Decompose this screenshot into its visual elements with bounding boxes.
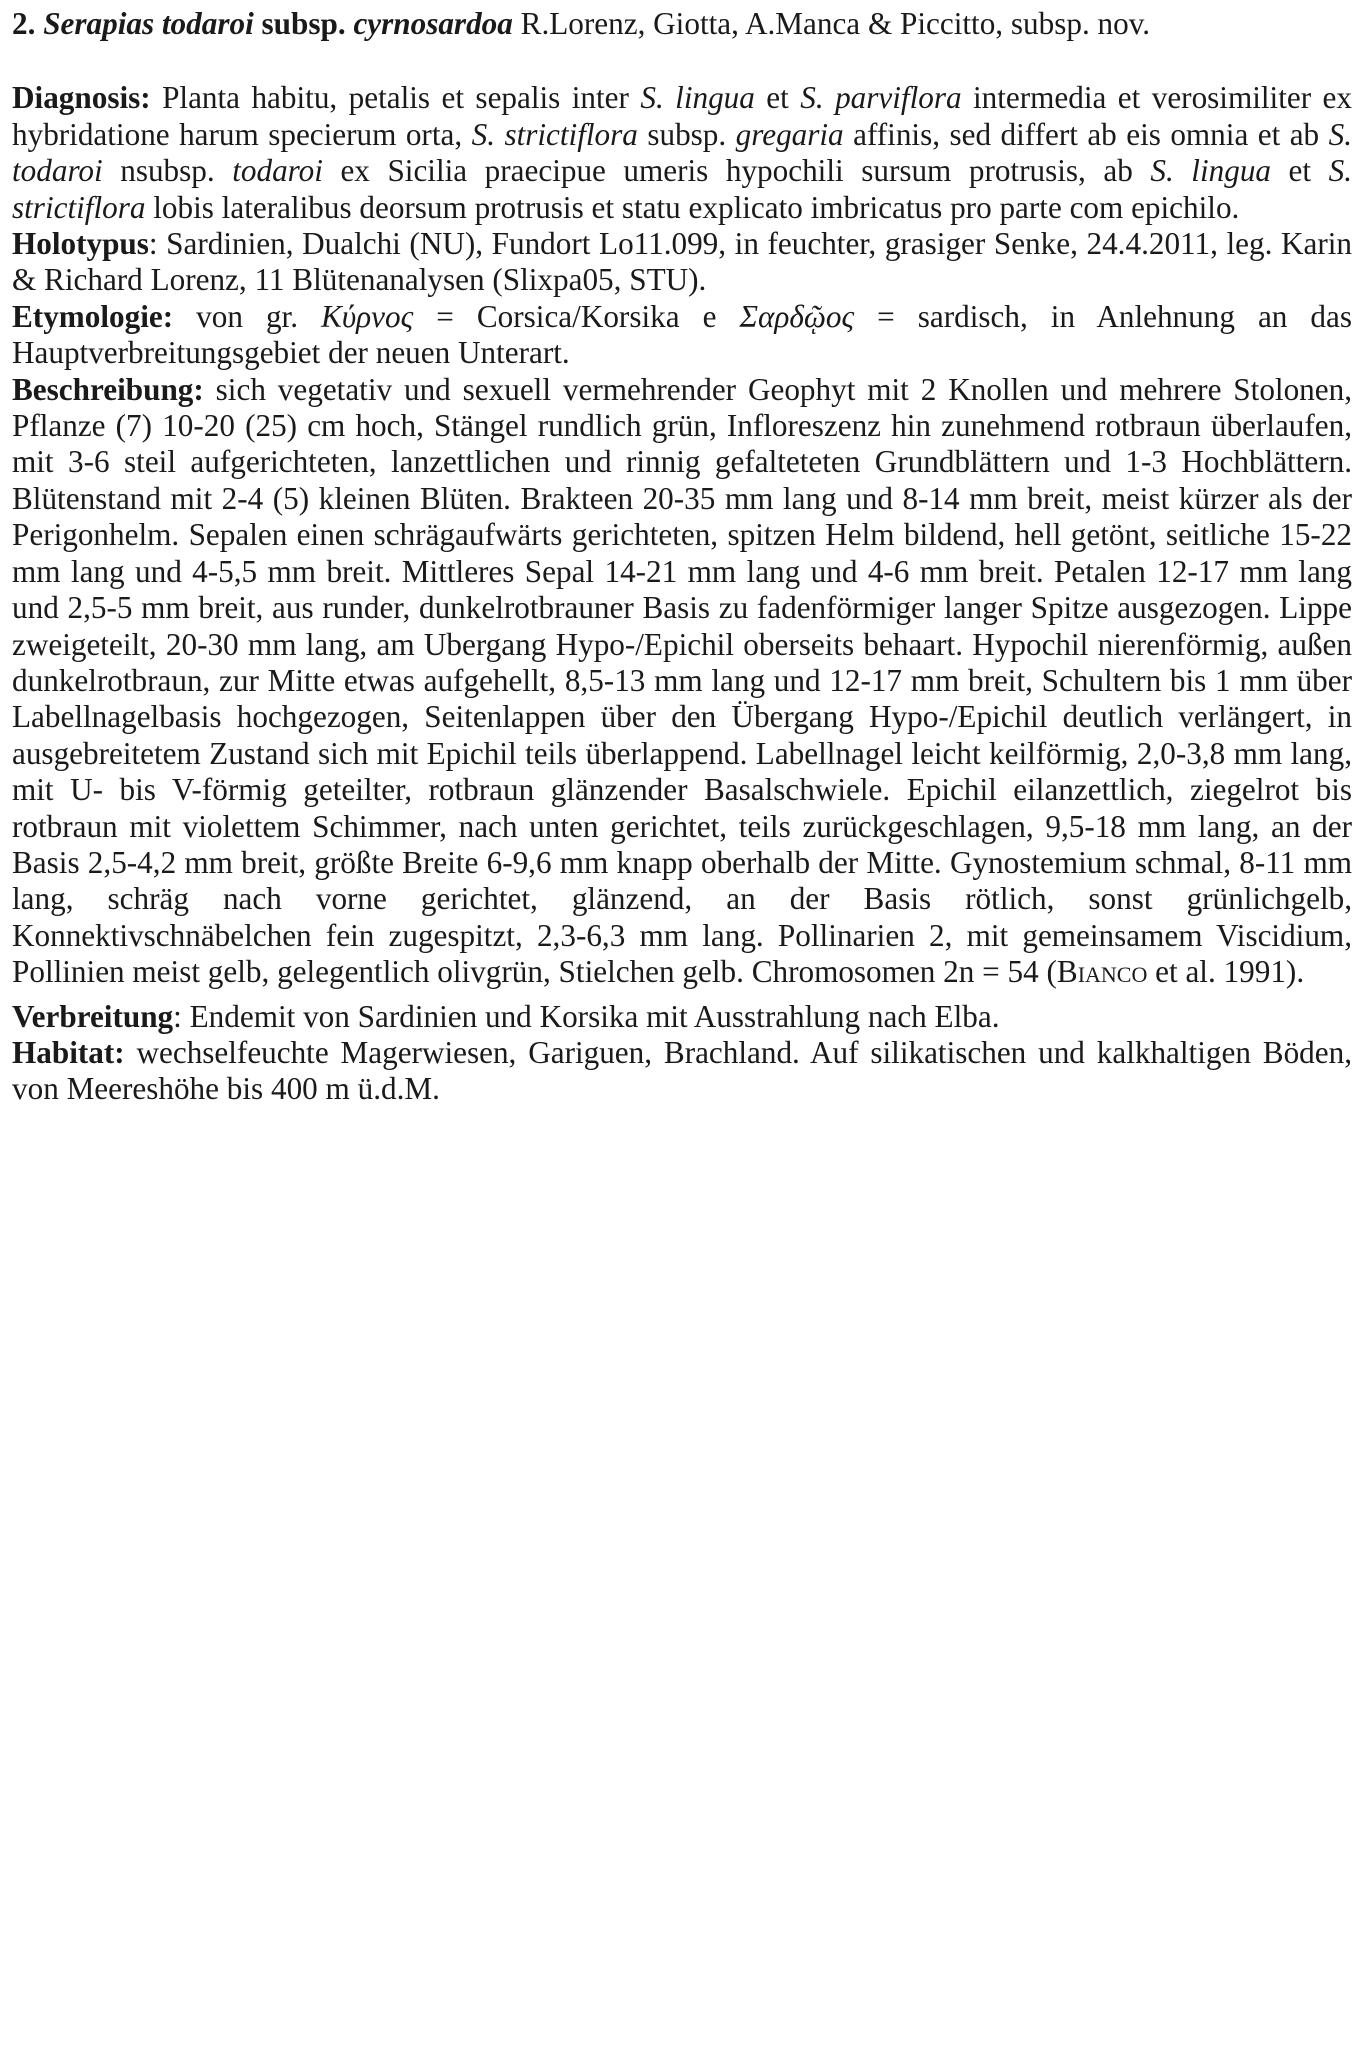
text-run: von gr. xyxy=(173,298,322,334)
diagnosis-paragraph xyxy=(12,80,1352,226)
text-run: subsp. xyxy=(637,116,736,152)
text-run: : Sardinien, Dualchi (NU), Fundort Lo11.099, in feuchter, grasiger Senke, 24.4.2011, leg. Karin & Richard Lorenz, 11 Blütenanalysen (Slixpa05, STU). xyxy=(12,226,1352,298)
text-run: R.Lorenz, Giotta, A.Manca & Piccitto, subsp. nov. xyxy=(512,6,1151,41)
taxon-name: S. parviflora xyxy=(800,80,962,116)
text-run: = Corsica/Korsika e xyxy=(413,298,740,334)
taxon-name: gregaria xyxy=(735,116,844,152)
text-run: Planta habitu, petalis et sepalis inter xyxy=(150,80,641,116)
etymologie-paragraph xyxy=(12,299,1352,372)
document-page xyxy=(12,0,1352,1108)
species-heading xyxy=(12,6,1352,42)
section-label: Verbreitung xyxy=(12,998,174,1034)
taxon-name: Κύρνος xyxy=(321,298,414,334)
text-run: lobis lateralibus deorsum protrusis et statu explicato imbricatus pro parte com epichilo. xyxy=(145,189,1240,225)
taxon-name: cyrnosardoa xyxy=(353,6,513,41)
text-run: sich vegetativ und sexuell vermehrender Geophyt mit 2 Knollen und mehrere Stolonen, Pflanze (7) 10-20 (25) cm hoch, Stängel rundlich grün, Infloreszenz hin zunehmend rotbraun überlaufen, mit 3-6 steil aufgerichteten, lanzettlichen und rinnig gefalteteten Grundblättern und 1-3 Hochblättern. Blütenstand mit 2-4 (5) kleinen Blüten. Brakteen 20-35 mm lang und 8-14 mm breit, meist kürzer als der Perigonhelm. Sepalen einen schrägaufwärts gerichteten, spitzen Helm bildend, hell getönt, seitliche 15-22 mm lang und 4-5,5 mm breit. Mittleres Sepal 14-21 mm lang und 4-6 mm breit. Petalen 12-17 mm lang und 2,5-5 mm breit, aus runder, dunkelrotbrauner Basis zu fadenförmiger langer Spitze ausgezogen. Lippe zweigeteilt, 20-30 mm lang, am Ubergang Hypo-/Epichil oberseits behaart. Hypochil nierenförmig, außen dunkelrotbraun, zur Mitte etwas aufgehellt, 8,5-13 mm lang und 12-17 mm breit, Schultern bis 1 mm über Labellnagelbasis hochgezogen, Seitenlappen über den Übergang Hypo-/Epichil deutlich verlängert, in ausgebreitetem Zustand sich mit Epichil teils überlappend. Labellnagel leicht keilförmig, 2,0-3,8 mm lang, mit U- bis V-förmig geteilter, rotbraun glänzender Basalschwiele. Epichil eilanzettlich, ziegelrot bis rotbraun mit violettem Schimmer, nach unten gerichtet, teils zurückgeschlagen, 9,5-18 mm lang, an der Basis 2,5-4,2 mm breit, größte Breite 6-9,6 mm knapp oberhalb der Mitte. Gynostemium schmal, 8-11 mm lang, schräg nach vorne gerichtet, glänzend, an der Basis rötlich, sonst grünlichgelb, Konnektivschnäbelchen fein zugespitzt, 2,3-6,3 mm lang. Pollinarien 2, mit gemeinsamem Viscidium, Pollinien meist gelb, gelegentlich olivgrün, Stielchen gelb. Chromosomen 2n = 54 ( xyxy=(12,371,1352,990)
taxon-name: S. strictiflora xyxy=(12,153,1353,225)
habitat-paragraph xyxy=(12,1035,1352,1108)
taxon-name: S. strictiflora xyxy=(471,116,638,152)
text-run: wechselfeuchte Magerwiesen, Gariguen, Brachland. Auf silikatischen und kalkhaltigen Böden, von Meereshöhe bis 400 m ü.d.M. xyxy=(12,1034,1352,1107)
taxon-name: S. lingua xyxy=(640,80,755,116)
text-run: et xyxy=(754,80,801,116)
text-run: et xyxy=(1271,153,1329,189)
taxon-name: Serapias todaroi xyxy=(43,6,254,41)
section-label: Holotypus xyxy=(12,226,149,262)
section-label: Habitat: xyxy=(12,1034,125,1070)
text-run: nsubsp. xyxy=(102,153,233,189)
holotypus-paragraph xyxy=(12,226,1352,299)
taxon-name: todaroi xyxy=(232,153,323,189)
text-run: intermedia et verosimiliter ex hybridatione harum specierum orta, xyxy=(12,80,1352,152)
text-run: : Endemit von Sardinien und Korsika mit Ausstrahlung nach Elba. xyxy=(173,998,1000,1034)
verbreitung-paragraph xyxy=(12,999,1352,1035)
beschreibung-paragraph xyxy=(12,372,1352,991)
section-label: Etymologie: xyxy=(12,298,174,334)
taxon-name: Σαρδῷος xyxy=(739,298,855,334)
section-label: Beschreibung: xyxy=(12,371,204,407)
text-run: 2. xyxy=(12,6,44,41)
text-run: et al. 1991). xyxy=(1147,954,1305,990)
text-run: subsp. xyxy=(253,6,354,41)
text-run: ex Sicilia praecipue umeris hypochili sursum protrusis, ab xyxy=(322,153,1151,189)
author-citation: Bianco xyxy=(1056,954,1148,990)
text-run: affinis, sed differt ab eis omnia et ab xyxy=(843,116,1329,152)
taxon-name: S. lingua xyxy=(1150,153,1272,189)
text-run: = sardisch, in Anlehnung an das Hauptverbreitungsgebiet der neuen Unterart. xyxy=(12,298,1353,371)
taxon-name: S. todaroi xyxy=(12,116,1352,189)
section-label: Diagnosis: xyxy=(12,80,151,116)
